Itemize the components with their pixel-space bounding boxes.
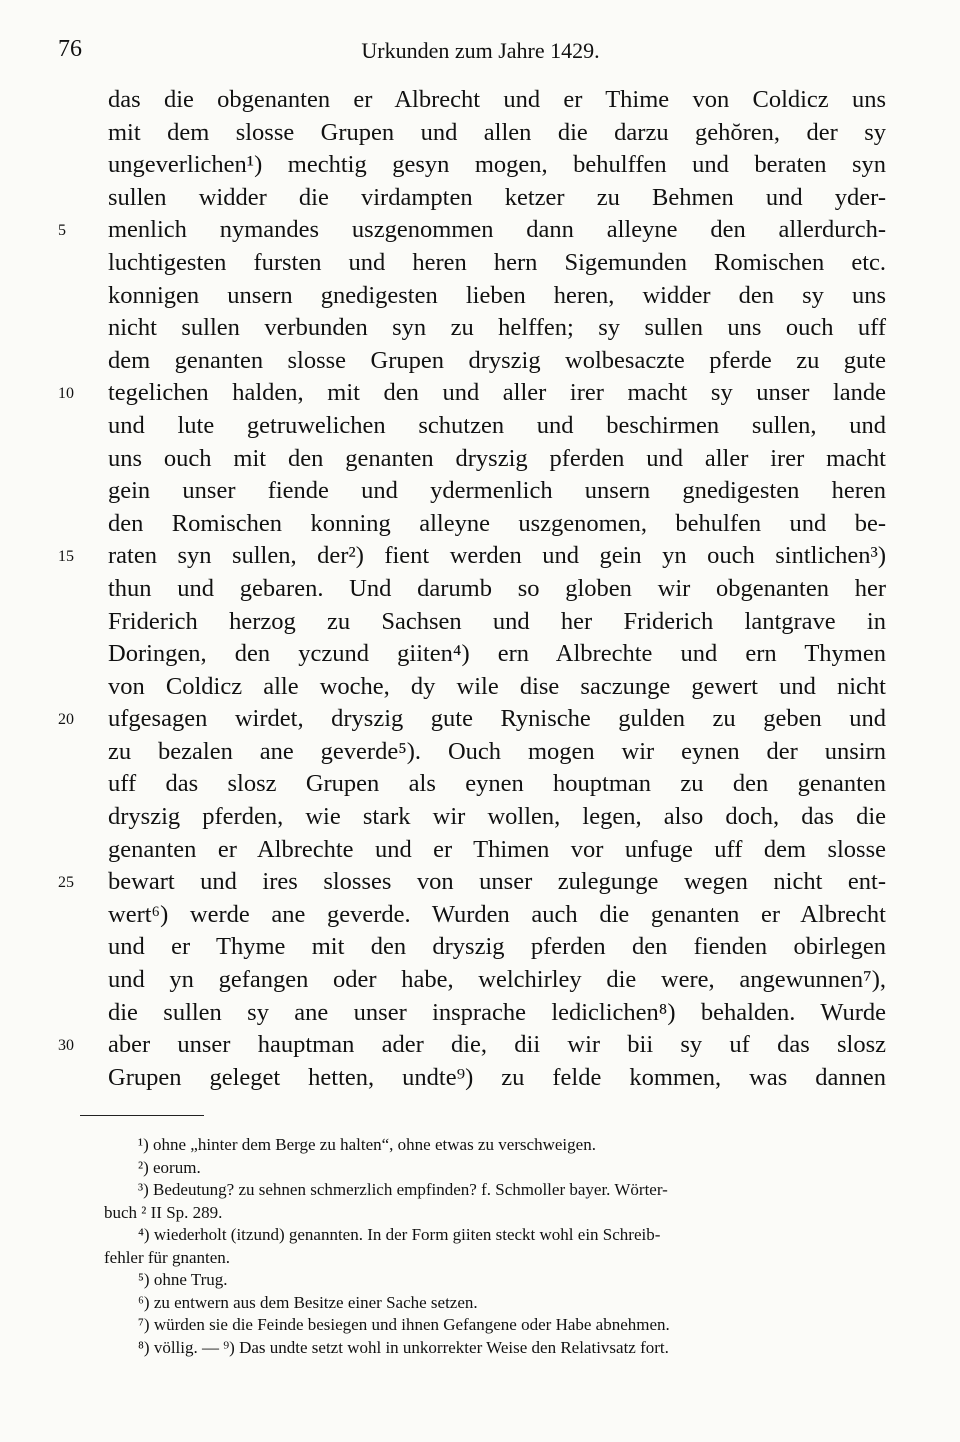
line-text: ungeverlichen¹) mechtig gesyn mogen, behulffen und beraten syn <box>108 151 886 179</box>
text-line <box>0 312 960 345</box>
line-number: 20 <box>58 711 74 729</box>
line-number: 25 <box>58 874 74 892</box>
text-line <box>0 1029 960 1062</box>
footnote <box>0 1224 960 1247</box>
line-text: Grupen geleget hetten, undte⁹) zu felde kommen, was dannen <box>108 1063 886 1091</box>
line-text: und er Thyme mit den dryszig pferden den fienden obirlegen <box>108 933 886 961</box>
line-number: 5 <box>58 222 66 240</box>
line-text: ufgesagen wirdet, dryszig gute Rynische gulden zu geben und <box>108 705 886 733</box>
text-line <box>0 475 960 508</box>
footnote <box>0 1314 960 1337</box>
text-line <box>0 899 960 932</box>
line-text: uff das slosz Grupen als eynen houptman zu den genanten <box>108 770 886 798</box>
text-line <box>0 1062 960 1095</box>
text-line <box>0 834 960 867</box>
line-text: gein unser fiende und ydermenlich unsern gnedigesten heren <box>108 477 886 505</box>
line-text: konnigen unsern gnedigesten lieben heren, widder den sy uns <box>108 281 886 309</box>
line-number: 30 <box>58 1037 74 1055</box>
running-title: Urkunden zum Jahre 1429. <box>361 38 600 63</box>
footnote-text: ¹) ohne „hinter dem Berge zu halten“, ohne etwas zu verschweigen. <box>138 1135 596 1154</box>
text-line <box>0 801 960 834</box>
text-line <box>0 573 960 606</box>
footnote-text: ⁷) würden sie die Feinde besiegen und ihnen Gefangene oder Habe abnehmen. <box>138 1315 670 1334</box>
line-text: genanten er Albrechte und er Thimen vor unfuge uff dem slosse <box>108 835 886 863</box>
line-text: sullen widder die virdampten ketzer zu Behmen und yder- <box>108 183 886 211</box>
footnote-text: buch ² II Sp. 289. <box>104 1202 223 1222</box>
footnote-text: ³) Bedeutung? zu sehnen schmerzlich empfinden? f. Schmoller bayer. Wörter- <box>138 1180 668 1199</box>
footnote <box>0 1202 960 1225</box>
page-number: 76 <box>58 36 82 62</box>
page-header <box>58 36 903 70</box>
footnote-text: ⁵) ohne Trug. <box>138 1270 228 1289</box>
footnote <box>0 1134 960 1157</box>
text-line <box>0 703 960 736</box>
line-text: zu bezalen ane geverde⁵). Ouch mogen wir eynen der unsirn <box>108 737 886 765</box>
footnote-text: fehler für gnanten. <box>104 1247 231 1267</box>
text-line <box>0 671 960 704</box>
text-line <box>0 931 960 964</box>
line-text: wert⁶) werde ane geverde. Wurden auch die genanten er Albrecht <box>108 900 886 928</box>
text-line <box>0 84 960 117</box>
footnote-divider <box>80 1115 204 1116</box>
line-text: nicht sullen verbunden syn zu helffen; sy sullen uns ouch uff <box>108 314 886 342</box>
line-text: die sullen sy ane unser insprache lediclichen⁸) behalden. Wurde <box>108 998 886 1026</box>
line-text: bewart und ires slosses von unser zulegunge wegen nicht ent- <box>108 868 886 896</box>
text-line <box>0 638 960 671</box>
text-line <box>0 768 960 801</box>
footnote-text: ⁶) zu entwern aus dem Besitze einer Sache setzen. <box>138 1292 478 1312</box>
footnote <box>0 1247 960 1270</box>
text-line <box>0 117 960 150</box>
line-text: dryszig pferden, wie stark wir wollen, legen, also doch, das die <box>108 803 886 831</box>
text-line <box>0 149 960 182</box>
line-text: und lute getruwelichen schutzen und beschirmen sullen, und <box>108 411 886 439</box>
text-line <box>0 443 960 476</box>
footnotes <box>0 1134 960 1359</box>
line-text: das die obgenanten er Albrecht und er Thime von Coldicz uns <box>108 86 886 113</box>
footnote-text: ⁸) völlig. — ⁹) Das undte setzt wohl in unkorrekter Weise den Relativsatz fort. <box>138 1337 669 1357</box>
line-text: mit dem slosse Grupen und allen die darzu gehŏren, der sy <box>108 118 886 146</box>
line-text: Doringen, den yczund giiten⁴) ern Albrechte und ern Thymen <box>108 640 886 668</box>
text-line <box>0 606 960 639</box>
text-line <box>0 508 960 541</box>
footnote <box>0 1179 960 1202</box>
text-line <box>0 377 960 410</box>
line-text: aber unser hauptman ader die, dii wir bii sy uf das slosz <box>108 1031 886 1059</box>
line-text: dem genanten slosse Grupen dryszig wolbesaczte pferde zu gute <box>108 346 886 374</box>
text-line <box>0 866 960 899</box>
line-text: Friderich herzog zu Sachsen und her Friderich lantgrave in <box>108 607 886 635</box>
footnote <box>0 1292 960 1315</box>
line-text: tegelichen halden, mit den und aller irer macht sy unser lande <box>108 379 886 407</box>
line-text: den Romischen konning alleyne uszgenomen, behulfen und be- <box>108 509 886 537</box>
line-text: menlich nymandes uszgenommen dann alleyne den allerdurch- <box>108 216 886 244</box>
line-text: thun und gebaren. Und darumb so globen wir obgenanten her <box>108 574 886 602</box>
text-line <box>0 214 960 247</box>
text-line <box>0 182 960 215</box>
text-line <box>0 964 960 997</box>
text-line <box>0 280 960 313</box>
footnote <box>0 1269 960 1292</box>
text-line <box>0 247 960 280</box>
line-text: luchtigesten fursten und heren hern Sigemunden Romischen etc. <box>108 248 886 276</box>
text-line <box>0 410 960 443</box>
footnote <box>0 1337 960 1360</box>
footnote-text: ⁴) wiederholt (itzund) genannten. In der Form giiten steckt wohl ein Schreib- <box>138 1225 661 1244</box>
text-line <box>0 540 960 573</box>
line-text: und yn gefangen oder habe, welchirley die were, angewunnen⁷), <box>108 966 886 994</box>
footnote-text: ²) eorum. <box>138 1157 201 1177</box>
text-line <box>0 997 960 1030</box>
line-number: 15 <box>58 548 74 566</box>
line-number: 10 <box>58 385 74 403</box>
line-text: von Coldicz alle woche, dy wile dise saczunge gewert und nicht <box>108 672 886 700</box>
text-line <box>0 345 960 378</box>
footnote <box>0 1157 960 1180</box>
line-text: raten syn sullen, der²) fient werden und gein yn ouch sintlichen³) <box>108 542 886 570</box>
main-text <box>0 84 960 1094</box>
text-line <box>0 736 960 769</box>
line-text: uns ouch mit den genanten dryszig pferden und aller irer macht <box>108 444 886 472</box>
